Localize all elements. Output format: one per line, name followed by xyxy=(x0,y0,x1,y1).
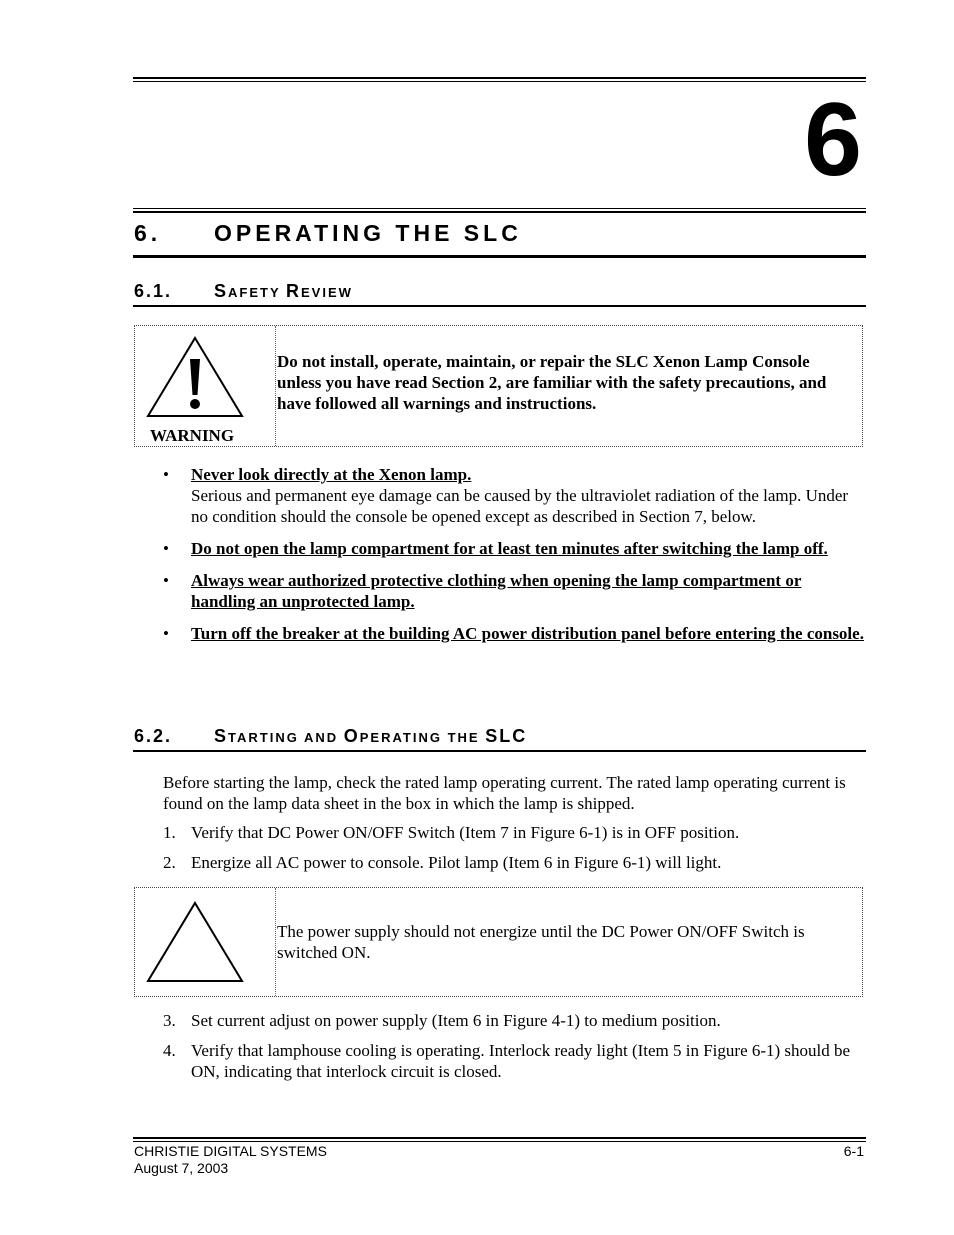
safety-bullet-list xyxy=(163,464,865,655)
step-number: 1. xyxy=(163,823,176,842)
bullet-icon: • xyxy=(163,539,169,558)
section-title xyxy=(214,281,353,301)
warning-icon-column xyxy=(135,326,276,446)
step-text: Set current adjust on power supply (Item 6 in Figure 4-1) to medium position. xyxy=(191,1011,721,1030)
chapter-rule-thin xyxy=(133,208,866,209)
section-heading-safety-review xyxy=(134,281,864,303)
section-title-part: PERATING THE xyxy=(359,730,486,745)
top-rule-thin xyxy=(133,81,866,82)
list-item xyxy=(163,570,865,612)
section-title-part: EVIEW xyxy=(301,285,353,300)
chapter-number: 6 xyxy=(804,82,862,198)
bullet-heading: Do not open the lamp compartment for at least ten minutes after switching the lamp off. xyxy=(191,539,828,558)
chapter-heading-underline xyxy=(133,255,866,258)
note-triangle-icon xyxy=(145,900,245,984)
footer-company: CHRISTIE DIGITAL SYSTEMS xyxy=(134,1143,327,1159)
footer-rule-thin xyxy=(133,1141,866,1142)
step-number: 2. xyxy=(163,853,176,872)
list-item xyxy=(163,623,865,644)
footer xyxy=(134,1143,864,1177)
section-number: 6.2. xyxy=(134,726,173,746)
note-icon-column xyxy=(135,888,276,996)
bullet-heading: Turn off the breaker at the building AC power distribution panel before entering the console. xyxy=(191,624,864,643)
intro-paragraph: Before starting the lamp, check the rated lamp operating current. The rated lamp operating current is found on the lamp data sheet in the box in which the lamp is shipped. xyxy=(163,773,846,813)
warning-box xyxy=(134,325,863,447)
steps-list-a xyxy=(163,822,865,882)
warning-label: WARNING xyxy=(150,426,235,445)
top-rule-thick xyxy=(133,77,866,79)
footer-date: August 7, 2003 xyxy=(134,1160,229,1176)
list-item xyxy=(163,464,865,527)
list-item xyxy=(163,1010,865,1031)
chapter-heading xyxy=(134,220,864,248)
warning-text: Do not install, operate, maintain, or repair the SLC Xenon Lamp Console unless you have read Section 2, are familiar with the safety precautions, and have followed all warnings and instructions. xyxy=(277,352,827,413)
bullet-heading: Never look directly at the Xenon lamp. xyxy=(191,465,472,484)
bullet-icon: • xyxy=(163,571,169,590)
section-title-part: S xyxy=(214,281,229,301)
step-text: Verify that DC Power ON/OFF Switch (Item 7 in Figure 6-1) is in OFF position. xyxy=(191,823,740,842)
step-number: 4. xyxy=(163,1041,176,1060)
chapter-rule-thick xyxy=(133,211,866,213)
section-title-part: TARTING AND xyxy=(228,730,344,745)
section-number: 6.1. xyxy=(134,281,173,301)
bullet-body: Serious and permanent eye damage can be caused by the ultraviolet radiation of the lamp. Under no condition should the console be opened except as described in Section 7, below. xyxy=(191,486,849,526)
list-item xyxy=(163,852,865,873)
list-item xyxy=(163,538,865,559)
list-item xyxy=(163,1040,865,1082)
note-box xyxy=(134,887,863,997)
footer-rule-thick xyxy=(133,1137,866,1139)
step-text: Verify that lamphouse cooling is operating. Interlock ready light (Item 5 in Figure 6-1) should be ON, indicating that interlock circuit is closed. xyxy=(191,1041,851,1081)
chapter-heading-number: 6. xyxy=(134,220,162,246)
section-underline xyxy=(133,750,866,752)
section-title-part: SLC xyxy=(485,726,528,746)
bullet-heading: Always wear authorized protective clothing when opening the lamp compartment or handling an unprotected lamp. xyxy=(191,571,802,611)
section-title-part: AFETY xyxy=(228,285,287,300)
step-number: 3. xyxy=(163,1011,176,1030)
section-heading-starting-operating xyxy=(134,726,864,748)
bullet-icon: • xyxy=(163,465,169,484)
section-title-part: R xyxy=(286,281,302,301)
list-item xyxy=(163,822,865,843)
footer-page-number: 6-1 xyxy=(843,1143,864,1159)
bullet-icon: • xyxy=(163,624,169,643)
section-title-part: O xyxy=(343,726,360,746)
chapter-heading-text: OPERATING THE SLC xyxy=(214,220,522,246)
section-underline xyxy=(133,305,866,307)
section-title-part: S xyxy=(214,726,229,746)
warning-triangle-exclamation-icon xyxy=(145,335,245,419)
step-text: Energize all AC power to console. Pilot lamp (Item 6 in Figure 6-1) will light. xyxy=(191,853,722,872)
section-title xyxy=(214,726,527,746)
steps-list-b xyxy=(163,1010,865,1091)
note-text: The power supply should not energize until the DC Power ON/OFF Switch is switched ON. xyxy=(277,922,805,962)
